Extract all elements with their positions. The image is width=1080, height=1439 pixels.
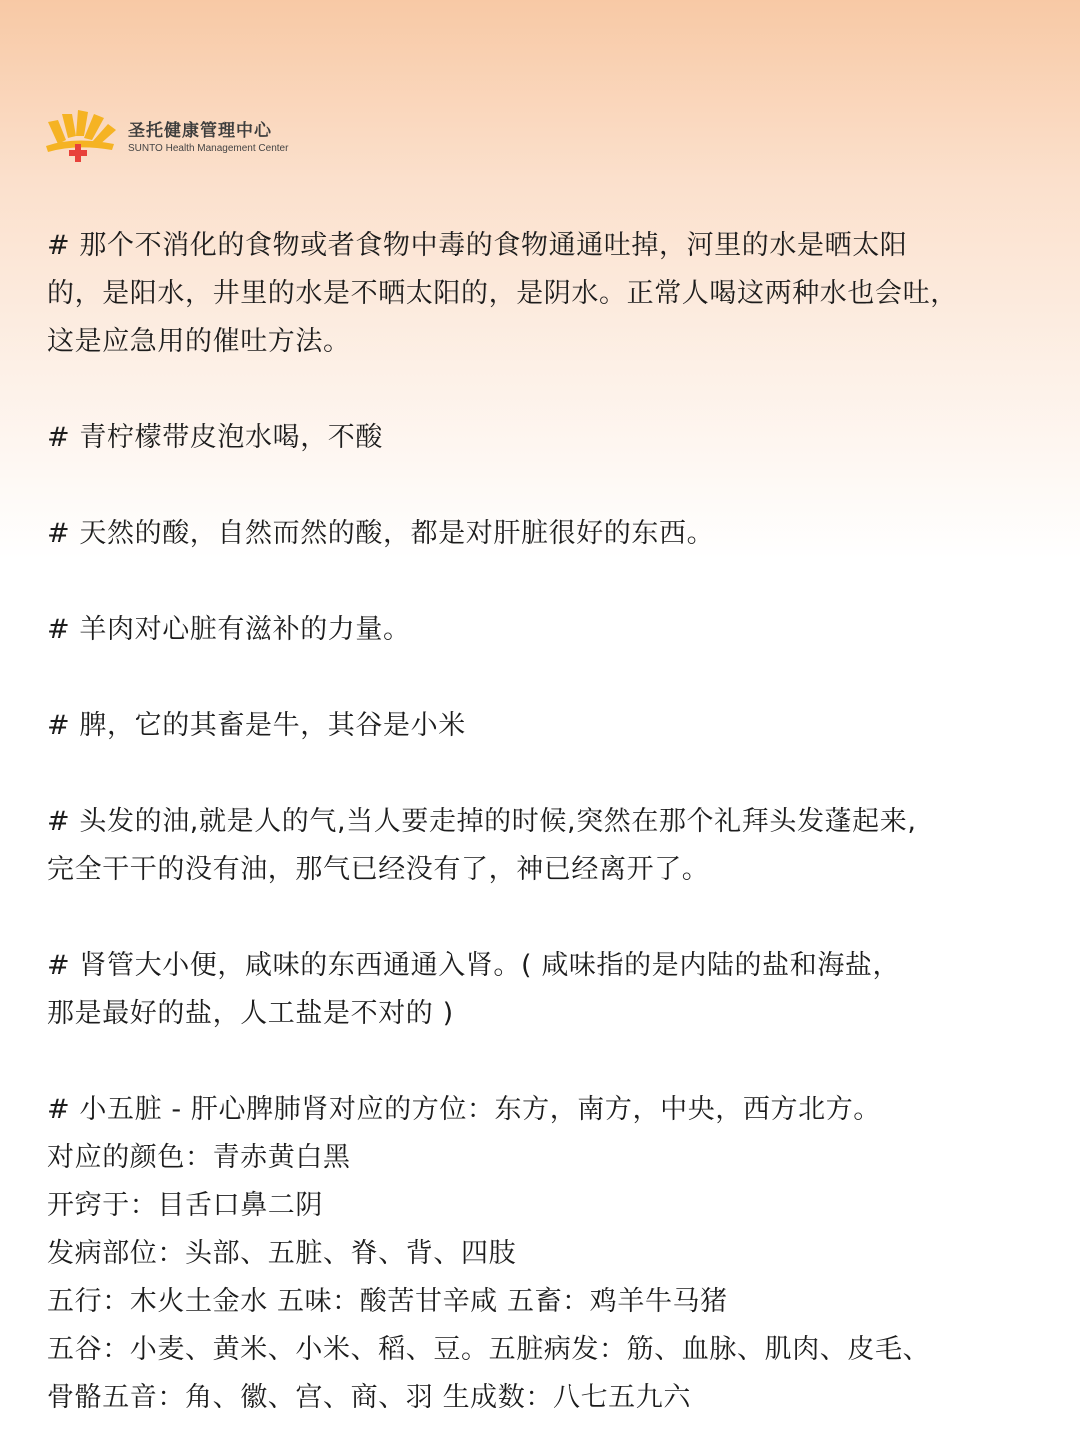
text-line: 五谷：小麦、黄米、小米、稻、豆。五脏病发：筋、血脉、肌肉、皮毛、 bbox=[47, 1334, 931, 1365]
text-line: # 肾管大小便，咸味的东西通通入肾。( 咸味指的是内陆的盐和海盐， bbox=[47, 950, 901, 981]
text-line: 五行：木火土金水 五味：酸苦甘辛咸 五畜：鸡羊牛马猪 bbox=[47, 1286, 728, 1317]
text-line: # 小五脏 - 肝心脾肺肾对应的方位：东方，南方，中央，西方北方。 bbox=[47, 1094, 881, 1125]
paragraph-lime bbox=[47, 414, 1057, 462]
brand-text bbox=[128, 120, 288, 156]
text-line: # 青柠檬带皮泡水喝，不酸 bbox=[47, 422, 384, 453]
paragraph-spleen bbox=[47, 702, 1057, 750]
paragraph-hair-oil bbox=[47, 798, 1057, 894]
text-line: 的，是阳水，井里的水是不晒太阳的，是阴水。正常人喝这两种水也会吐， bbox=[47, 278, 958, 309]
paragraph-mutton bbox=[47, 606, 1057, 654]
paragraph-kidney-salt bbox=[47, 942, 1057, 1038]
brand-name-en: SUNTO Health Management Center bbox=[128, 143, 289, 154]
article-body bbox=[47, 222, 1057, 1422]
text-line: # 羊肉对心脏有滋补的力量。 bbox=[47, 614, 411, 645]
brand-logo bbox=[44, 110, 288, 166]
five-organs-block bbox=[47, 1086, 1057, 1422]
text-line: 完全干干的没有油，那气已经没有了，神已经离开了。 bbox=[47, 854, 710, 885]
text-line: # 那个不消化的食物或者食物中毒的食物通通吐掉，河里的水是晒太阳 bbox=[47, 230, 908, 261]
brand-name-cn: 圣托健康管理中心 bbox=[128, 121, 272, 141]
paragraph-natural-acid bbox=[47, 510, 1057, 558]
text-line: 发病部位：头部、五脏、脊、背、四肢 bbox=[47, 1238, 517, 1269]
text-line: 对应的颜色：青赤黄白黑 bbox=[47, 1142, 351, 1173]
paragraph-vomit-water bbox=[47, 222, 1057, 366]
text-line: 这是应急用的催吐方法。 bbox=[47, 326, 351, 357]
text-line: # 脾，它的其畜是牛，其谷是小米 bbox=[47, 710, 466, 741]
text-line: 开窍于：目舌口鼻二阴 bbox=[47, 1190, 323, 1221]
sun-cross-logo-icon bbox=[44, 110, 122, 166]
text-line: 骨骼五音：角、徽、宫、商、羽 生成数：八七五九六 bbox=[47, 1382, 691, 1413]
text-line: # 头发的油,就是人的气,当人要走掉的时候,突然在那个礼拜头发蓬起来, bbox=[47, 806, 917, 837]
text-line: 那是最好的盐，人工盐是不对的 ) bbox=[47, 998, 454, 1029]
text-line: # 天然的酸，自然而然的酸，都是对肝脏很好的东西。 bbox=[47, 518, 715, 549]
